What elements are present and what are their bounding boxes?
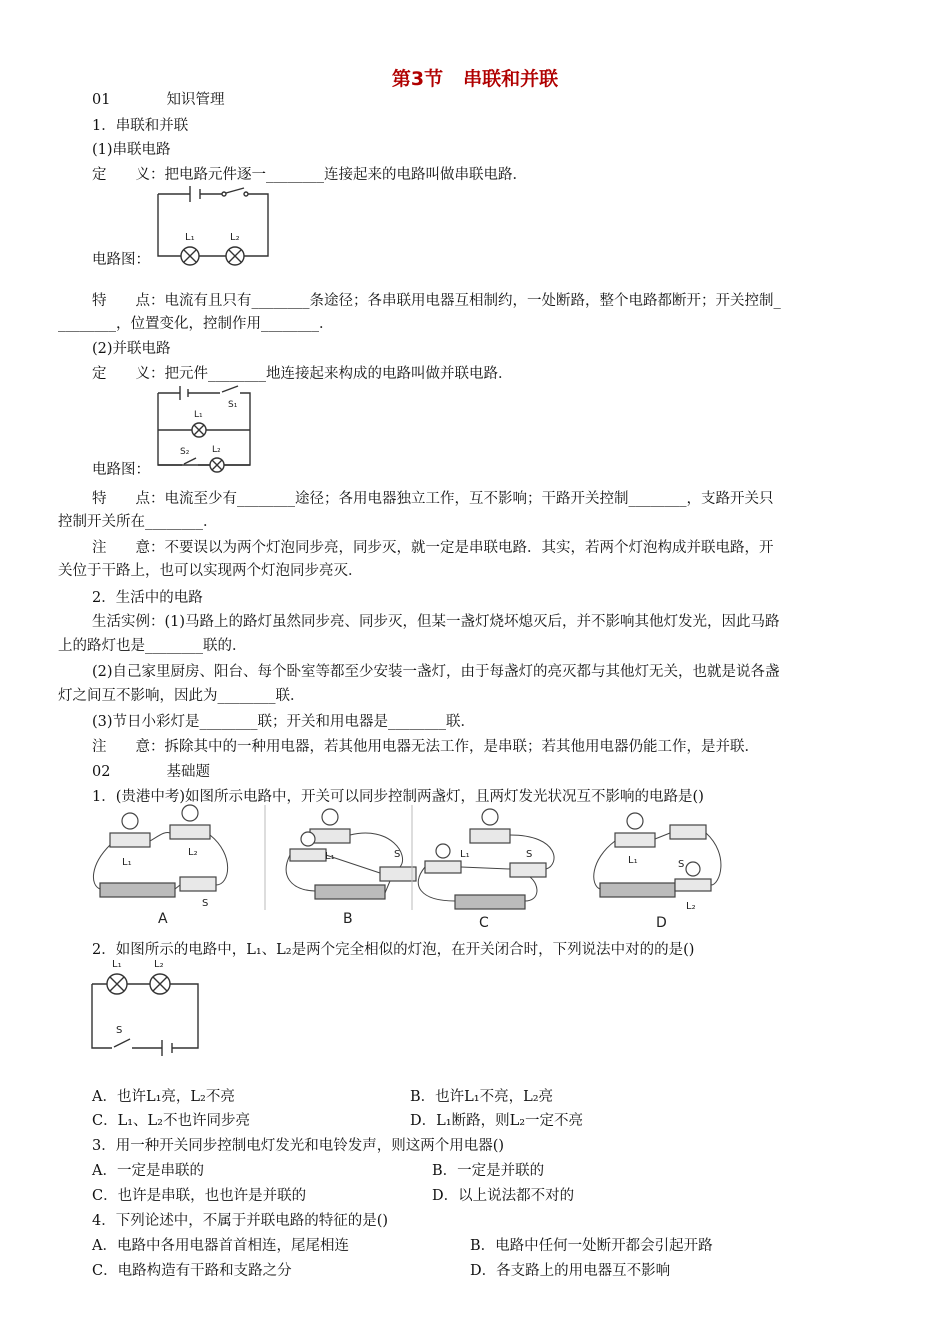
lamp-L2-icon xyxy=(210,458,224,472)
question-1: 1．(贵港中考)如图所示电路中，开关可以同步控制两盏灯，且两灯发光状况互不影响的电路是() xyxy=(92,789,704,805)
switch-lever xyxy=(226,188,244,193)
parallel-feature-line2: 控制开关所在________． xyxy=(58,514,218,530)
switch-B xyxy=(380,867,416,881)
bulb-L2-icon xyxy=(301,832,315,846)
label-L2: L₂ xyxy=(230,232,240,243)
lamp-L1-icon xyxy=(107,974,127,994)
label-L1: L₁ xyxy=(185,232,195,243)
heading-parallel: (2)并联电路 xyxy=(92,341,171,357)
lamp-board-L1 xyxy=(110,833,150,847)
part-header-2: 02 基础题 xyxy=(92,764,210,780)
question-2: 2．如图所示的电路中，L₁、L₂是两个完全相似的灯泡，在开关闭合时，下列说法中对的的是() xyxy=(92,942,695,958)
q4-option-b: B．电路中任何一处断开都会引起开路 xyxy=(470,1238,713,1254)
q4-option-c: C．电路构造有干路和支路之分 xyxy=(92,1263,292,1279)
switch-S2-lever xyxy=(184,458,196,464)
parallel-feature-line1: 特 点：电流至少有________途径；各用电器独立工作，互不影响；干路开关控制________，支路开关只 xyxy=(92,491,774,507)
heading-k2: 2．生活中的电路 xyxy=(92,590,203,606)
series-feature-line1: 特 点：电流有且只有________条途径；各串联用电器互相制约，一处断路，整个电路都断开；开关控制_ xyxy=(92,293,781,309)
label-S: S xyxy=(202,898,209,909)
bulb-L2-icon xyxy=(686,862,700,876)
label-L2: L₂ xyxy=(154,959,164,970)
q3-option-b: B．一定是并联的 xyxy=(432,1163,545,1179)
q1-circuit-figures xyxy=(90,805,850,935)
q1-caption-c: C xyxy=(479,915,489,931)
life-example-3: (3)节日小彩灯是________联；开关和用电器是________联． xyxy=(92,714,476,730)
q3-option-c: C．也许是串联，也也许是并联的 xyxy=(92,1188,307,1204)
parallel-fig-label: 电路图： xyxy=(92,462,150,478)
switch-C xyxy=(510,863,546,877)
q3-option-d: D．以上说法都不对的 xyxy=(432,1188,575,1204)
bulb-L1-icon xyxy=(122,813,138,829)
q1-caption-b: B xyxy=(343,911,353,927)
parallel-circuit-diagram xyxy=(152,380,262,470)
bulb-L1-icon xyxy=(627,813,643,829)
note1-line1: 注 意：不要误以为两个灯泡同步亮，同步灭，就一定是串联电路．其实，若两个灯泡构成并联电路，开 xyxy=(92,540,774,556)
life-example-2a: (2)自己家里厨房、阳台、每个卧室等都至少安装一盏灯，由于每盏灯的亮灭都与其他灯无关，也就是说各盏 xyxy=(92,664,780,680)
series-definition: 定 义：把电路元件逐一________连接起来的电路叫做串联电路． xyxy=(92,167,527,183)
bulb-L2-icon xyxy=(182,805,198,821)
label-S: S xyxy=(116,1025,123,1036)
lamp-board-L2 xyxy=(675,879,711,891)
battery-D xyxy=(600,883,675,897)
lamp-L1-icon xyxy=(192,423,206,437)
label-S1: S₁ xyxy=(228,400,238,410)
label-L1: L₁ xyxy=(122,857,132,868)
note1-line2: 关位于干路上，也可以实现两个灯泡同步亮灭． xyxy=(58,563,363,579)
q4-option-d: D．各支路上的用电器互不影响 xyxy=(470,1263,671,1279)
label-L1: L₁ xyxy=(460,849,470,860)
series-fig-label: 电路图： xyxy=(92,252,150,268)
question-3: 3．用一种开关同步控制电灯发光和电铃发声，则这两个用电器() xyxy=(92,1138,505,1154)
part-header-1: 01 知识管理 xyxy=(92,92,225,108)
q2-option-a: A．也许L₁亮，L₂不亮 xyxy=(92,1089,235,1105)
lamp-L1-icon xyxy=(181,247,199,265)
heading-series: (1)串联电路 xyxy=(92,142,171,158)
page-title xyxy=(0,64,950,91)
lamp-board-L1 xyxy=(615,833,655,847)
lamp-board-L2 xyxy=(170,825,210,839)
label-L1: L₁ xyxy=(112,959,122,970)
label-L1: L₁ xyxy=(325,851,335,862)
section-number: 第3节 xyxy=(391,68,444,90)
label-L2: L₂ xyxy=(212,445,221,455)
series-circuit-diagram xyxy=(150,180,280,270)
bulb-L2-icon xyxy=(482,809,498,825)
lamp-board-L1 xyxy=(310,829,350,843)
lamp-board-L2 xyxy=(290,849,326,861)
bulb-L1-icon xyxy=(322,809,338,825)
label-L1: L₁ xyxy=(194,410,203,420)
bulb-L1-icon xyxy=(436,844,450,858)
q2-option-d: D．L₁断路，则L₂一定不亮 xyxy=(410,1113,584,1129)
label-S2: S₂ xyxy=(180,447,190,457)
heading-k1: 1．串联和并联 xyxy=(92,118,189,134)
lamp-board-L1 xyxy=(425,861,461,873)
life-example-line1: 生活实例：(1)马路上的路灯虽然同步亮、同步灭，但某一盏灯烧坏熄灭后，并不影响其他灯发光，因此马路 xyxy=(92,614,780,630)
lamp-L2-icon xyxy=(226,247,244,265)
q2-circuit-diagram xyxy=(92,958,212,1058)
label-S: S xyxy=(678,859,685,870)
q2-option-c: C．L₁、L₂不也许同步亮 xyxy=(92,1113,250,1129)
label-S: S xyxy=(526,849,533,860)
lamp-board-L2 xyxy=(470,829,510,843)
q3-option-a: A．一定是串联的 xyxy=(92,1163,204,1179)
label-L2: L₂ xyxy=(188,847,198,858)
q1-caption-a: A xyxy=(158,911,168,927)
switch-S1-lever xyxy=(222,386,238,392)
switch-lever xyxy=(114,1039,130,1047)
switch-A xyxy=(180,877,216,891)
q2-option-b: B．也许L₁不亮，L₂亮 xyxy=(410,1089,554,1105)
switch-D xyxy=(670,825,706,839)
life-example-2b: 灯之间互不影响，因此为________联． xyxy=(58,688,305,704)
question-4: 4．下列论述中，不属于并联电路的特征的是() xyxy=(92,1213,389,1229)
q4-option-a: A．电路中各用电器首首相连，尾尾相连 xyxy=(92,1238,349,1254)
label-S: S xyxy=(394,849,401,860)
series-feature-line2: ________，位置变化，控制作用________． xyxy=(58,316,334,332)
label-L1: L₁ xyxy=(628,855,638,866)
label-L2: L₂ xyxy=(686,901,696,912)
lamp-L2-icon xyxy=(150,974,170,994)
battery-C xyxy=(455,895,525,909)
battery-B xyxy=(315,885,385,899)
battery-A xyxy=(100,883,175,897)
parallel-definition: 定 义：把元件________地连接起来构成的电路叫做并联电路． xyxy=(92,366,513,382)
q1-caption-d: D xyxy=(656,915,667,931)
section-name: 串联和并联 xyxy=(463,68,559,90)
life-example-line2: 上的路灯也是________联的． xyxy=(58,638,247,654)
note2: 注 意：拆除其中的一种用电器，若其他用电器无法工作，是串联；若其他用电器仍能工作，是并联． xyxy=(92,739,759,755)
